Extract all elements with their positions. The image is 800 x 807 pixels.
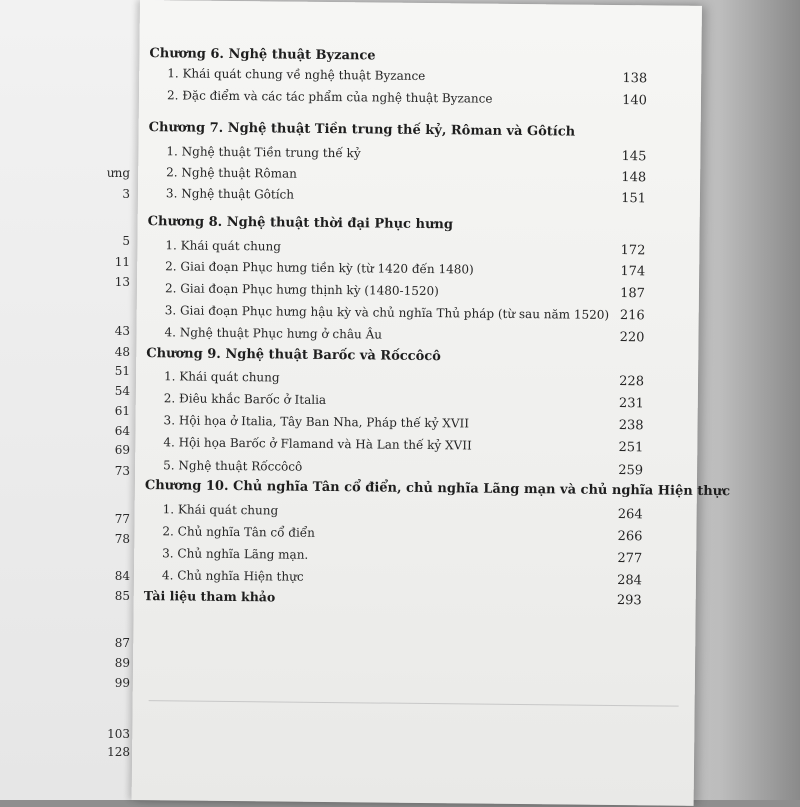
table-of-contents-page (132, 0, 731, 806)
chapter-10-heading: Chương 10. Chủ nghĩa Tân cổ điển, chủ nghĩa Lãng mạn và chủ nghĩa Hiện thực (144, 478, 731, 500)
toc-entry-page: 138 (622, 71, 648, 87)
toc-entry-title: 1. Khái quát chung (163, 369, 280, 385)
toc-entry-title: 2. Nghệ thuật Rôman (166, 165, 297, 181)
toc-entry (162, 524, 643, 545)
toc-entry-title: 5. Nghệ thuật Rốccôcô (163, 458, 303, 474)
toc-entry-title: 3. Chủ nghĩa Lãng mạn. (162, 546, 309, 562)
toc-entry-title: 3. Giai đoạn Phục hưng hậu kỳ và chủ nghĩa Thủ pháp (từ sau năm 1520) (164, 303, 610, 322)
toc-entry-page: 151 (621, 191, 647, 207)
toc-entry (165, 259, 646, 280)
left-page-number: 11 (114, 255, 130, 269)
left-page-number: 77 (114, 512, 130, 526)
toc-entry-page: 220 (619, 330, 645, 346)
left-page-number: 84 (114, 569, 130, 583)
toc-entry-title: 2. Đặc điểm và các tác phẩm của nghệ thuật Byzance (166, 88, 493, 106)
toc-entry-title: 3. Nghệ thuật Gôtích (165, 186, 295, 202)
toc-entry-title: 4. Chủ nghĩa Hiện thực (161, 568, 304, 584)
chapter-9-heading: Chương 9. Nghệ thuật Barốc và Rốccôcô (146, 346, 441, 365)
left-page-number: 69 (114, 443, 130, 457)
toc-entry-page: 148 (621, 170, 647, 186)
left-page-number: 5 (122, 234, 130, 248)
toc-entry (162, 546, 643, 567)
left-page-number: 48 (114, 345, 130, 359)
left-page-number: 73 (114, 464, 130, 478)
toc-entry-page: 140 (622, 93, 648, 109)
toc-entry (164, 325, 645, 346)
toc-entry-page: 277 (617, 551, 643, 567)
toc-entry-page: 251 (618, 440, 644, 456)
chapter-7-heading: Chương 7. Nghệ thuật Tiền trung thế kỷ, Rôman và Gôtích (148, 120, 576, 140)
toc-entry-page: 145 (621, 149, 647, 165)
left-page-number: ưng (106, 166, 130, 180)
left-page-number: 64 (114, 424, 130, 438)
left-page-number: 128 (107, 745, 130, 759)
references-title: Tài liệu tham khảo (143, 588, 276, 605)
left-page-number: 78 (114, 532, 130, 546)
chapter-8-heading: Chương 8. Nghệ thuật thời đại Phục hưng (147, 214, 454, 233)
toc-entry-page: 187 (620, 286, 646, 302)
toc-entry-title: 1. Khái quát chung (162, 502, 279, 518)
show-through-colophon (148, 700, 679, 807)
toc-entry (167, 66, 648, 87)
toc-entry (165, 238, 646, 259)
toc-entry (164, 303, 645, 324)
toc-entry-page: 216 (619, 308, 645, 324)
toc-entry-title: 4. Nghệ thuật Phục hưng ở châu Âu (164, 325, 383, 342)
toc-entry (166, 165, 647, 186)
left-page-number: 61 (114, 404, 130, 418)
toc-entry-title: 2. Giai đoạn Phục hưng tiền kỳ (từ 1420 đến 1480) (165, 259, 474, 277)
toc-entry-title: 3. Hội họa ở Italia, Tây Ban Nha, Pháp thế kỷ XVII (163, 413, 470, 431)
toc-entry-title: 1. Nghệ thuật Tiền trung thế kỷ (166, 144, 361, 161)
toc-entry-title: 4. Hội họa Barốc ở Flamand và Hà Lan thế kỷ XVII (163, 435, 472, 453)
toc-entry-title: 2. Chủ nghĩa Tân cổ điển (162, 524, 316, 540)
left-page-number: 54 (114, 384, 130, 398)
toc-entry-page: 266 (617, 529, 643, 545)
toc-entry (163, 369, 645, 390)
toc-entry-page: 174 (620, 264, 646, 280)
toc-entry (163, 435, 644, 456)
toc-entry-title: 1. Khái quát chung (165, 238, 282, 254)
toc-entry-page: 264 (617, 507, 643, 523)
toc-entry (163, 413, 644, 434)
toc-entry-title: 2. Giai đoạn Phục hưng thịnh kỳ (1480-1520) (164, 281, 439, 299)
left-page-number: 89 (114, 656, 130, 670)
toc-entry (166, 88, 648, 109)
toc-entry (165, 186, 647, 207)
toc-entry (163, 458, 644, 479)
left-page-number: 51 (114, 364, 130, 378)
toc-entry-title: 1. Khái quát chung về nghệ thuật Byzance (167, 66, 426, 83)
toc-entry-page: 259 (618, 463, 644, 479)
chapter-6-heading: Chương 6. Nghệ thuật Byzance (149, 46, 376, 64)
left-page-number: 87 (114, 636, 130, 650)
toc-entry-page: 228 (619, 374, 645, 390)
left-page-number: 43 (114, 324, 130, 338)
toc-entry-page: 238 (618, 418, 644, 434)
left-page-number: 103 (107, 727, 130, 741)
references-entry (143, 588, 642, 609)
toc-entry-title: 2. Điêu khắc Barốc ở Italia (163, 391, 327, 407)
toc-entry (161, 568, 643, 589)
left-page-number: 99 (114, 676, 130, 690)
toc-entry-page: 172 (620, 243, 646, 259)
toc-entry-page: 231 (618, 396, 644, 412)
toc-entry (163, 391, 644, 412)
left-page-number: 3 (122, 187, 130, 201)
toc-entry (162, 502, 643, 523)
toc-entry-page: 284 (617, 573, 643, 589)
toc-entry (166, 144, 647, 165)
left-page-number: 85 (114, 589, 130, 603)
left-page-number: 13 (114, 275, 130, 289)
references-page: 293 (616, 593, 642, 609)
toc-entry (164, 281, 646, 302)
